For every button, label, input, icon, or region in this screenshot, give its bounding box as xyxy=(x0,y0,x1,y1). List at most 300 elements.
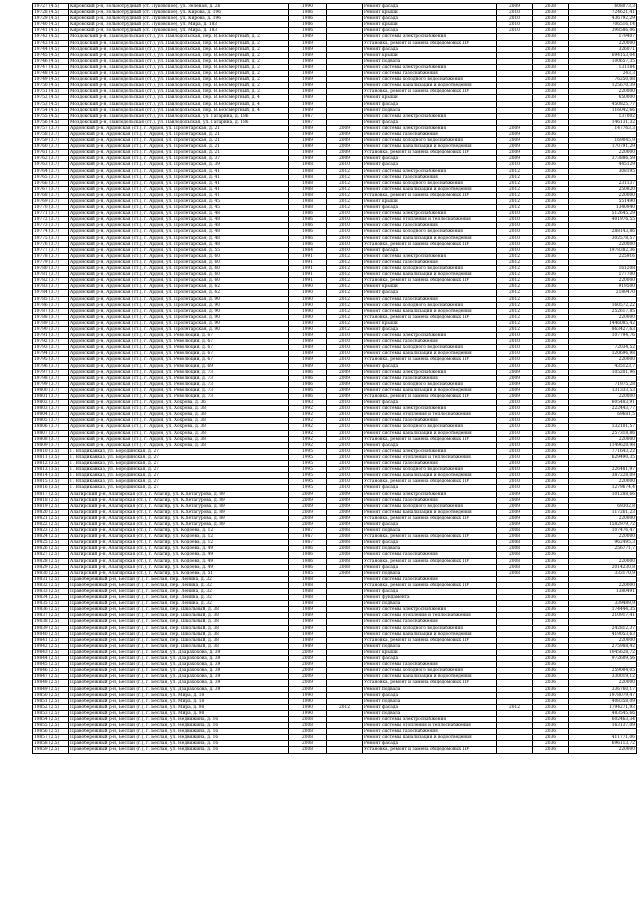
last-repair-year-cell: 2012 xyxy=(327,180,363,186)
planned-year-cell: 2010 xyxy=(497,22,533,28)
table-row xyxy=(33,747,637,753)
row-id-cell: 19841 (2.5) xyxy=(33,637,69,643)
cost-cell: 220000 xyxy=(569,582,637,588)
build-year-cell: 1987 xyxy=(289,534,327,540)
work-type-cell: Установка, ремонт и замена общедомовых ПУ xyxy=(363,558,497,564)
last-repair-year-cell: 2010 xyxy=(327,448,363,454)
work-type-cell: Установка, ремонт и замена общедомовых ПУ xyxy=(363,40,497,46)
work-type-cell: Установка, ремонт и замена общедомовых ПУ xyxy=(363,357,497,363)
planned-year-cell: 2012 xyxy=(497,180,533,186)
row-id-cell: 19822 (2.5) xyxy=(33,521,69,527)
work-type-cell: Ремонт системы электроснабжения xyxy=(363,448,497,454)
work-type-cell: Ремонт системы электроснабжения xyxy=(363,406,497,412)
row-id-cell: 19747 (4.5) xyxy=(33,64,69,70)
address-cell: Ардонский р-н, Ардонская (ст.), г. Ардон, ул. Пролетарская, д. 21 xyxy=(69,131,289,137)
cost-cell: 436792,29 xyxy=(569,16,637,22)
cost-cell: 169045,9 xyxy=(569,138,637,144)
cost-cell: 220000 xyxy=(569,558,637,564)
last-repair-year-cell: 2012 xyxy=(327,284,363,290)
cost-cell: 242812,37 xyxy=(569,625,637,631)
build-year-cell: 2009 xyxy=(289,491,327,497)
row-id-cell: 19858 (2.5) xyxy=(33,741,69,747)
work-type-cell: Ремонт системы отопления и теплоснабжения xyxy=(363,723,497,729)
address-cell: Ардонский р-н, Ардонская (ст.), г. Ардон, ул. Хохрова, д. 38 xyxy=(69,424,289,430)
deadline-year-cell: 2036 xyxy=(533,241,569,247)
work-type-cell: Ремонт фасада xyxy=(363,564,497,570)
address-cell: Алагирский р-н, Алагирская (ст.), г. Алагир, ул. Кодоева, д. 12 xyxy=(69,528,289,534)
planned-year-cell: 2012 xyxy=(497,253,533,259)
address-cell: Ардонский р-н, Ардонская (ст.), г. Ардон, ул. Пролетарская, д. 37 xyxy=(69,156,289,162)
row-id-cell: 19817 (2.5) xyxy=(33,491,69,497)
last-repair-year-cell: 2010 xyxy=(327,223,363,229)
last-repair-year-cell: 2012 xyxy=(327,253,363,259)
work-type-cell: Ремонт системы канализации и водоотведения xyxy=(363,387,497,393)
row-id-cell: 19845 (2.5) xyxy=(33,662,69,668)
address-cell: Ардонский р-н, Ардонская (ст.), г. Ардон, ул. Революции, д. 73 xyxy=(69,394,289,400)
cost-cell: 210917,41 xyxy=(569,613,637,619)
build-year-cell: 2009 xyxy=(289,497,327,503)
work-type-cell: Ремонт системы газоснабжения xyxy=(363,259,497,265)
address-cell: Моздокский р-н, Павлодольская (ст.), ул. Павлодольская, пер. В.Безсмертный, д. 2 xyxy=(69,34,289,40)
planned-year-cell: 2008 xyxy=(497,558,533,564)
address-cell: Правобережный р-н, Беслан (г.), г. Беслан, ул. Недвижина, д. 16 xyxy=(69,747,289,753)
planned-year-cell: 2009 xyxy=(497,156,533,162)
build-year-cell: 1992 xyxy=(289,436,327,442)
last-repair-year-cell: 2010 xyxy=(327,217,363,223)
row-id-cell: 19850 (2.5) xyxy=(33,692,69,698)
last-repair-year-cell: 2010 xyxy=(327,229,363,235)
deadline-year-cell: 2036 xyxy=(533,217,569,223)
address-cell: Ардонский р-н, Ардонская (ст.), г. Ардон, ул. Революции, д. 73 xyxy=(69,375,289,381)
cost-cell: 1446085,42 xyxy=(569,320,637,326)
deadline-year-cell: 2036 xyxy=(533,716,569,722)
row-id-cell: 19813 (3.5) xyxy=(33,467,69,473)
deadline-year-cell: 2038 xyxy=(533,58,569,64)
address-cell: Правобережный р-н, Беслан (г.), г. Беслан, ул. Недвижина, д. 16 xyxy=(69,741,289,747)
work-type-cell: Ремонт фасада xyxy=(363,162,497,168)
build-year-cell: 1995 xyxy=(289,485,327,491)
deadline-year-cell: 2038 xyxy=(533,28,569,34)
work-type-cell: Ремонт фасада xyxy=(363,28,497,34)
build-year-cell: 2009 xyxy=(289,662,327,668)
deadline-year-cell: 2038 xyxy=(533,77,569,83)
planned-year-cell: 2009 xyxy=(497,521,533,527)
deadline-year-cell: 2036 xyxy=(533,473,569,479)
address-cell: Ардонский р-н, Ардонская (ст.), г. Ардон, ул. Пролетарская, д. 62 xyxy=(69,290,289,296)
address-cell: Алагирский р-н, Алагирская (ст.), г. Алагир, ул. К.Хетагурова, д. 89 xyxy=(69,515,289,521)
work-type-cell: Ремонт системы канализации и водоотведения xyxy=(363,272,497,278)
deadline-year-cell: 2036 xyxy=(533,686,569,692)
planned-year-cell: 2012 xyxy=(497,296,533,302)
address-cell: Г. Владикавказ, ул. Бородинская, д. 27 xyxy=(69,473,289,479)
build-year-cell: 1989 xyxy=(289,613,327,619)
planned-year-cell: 2012 xyxy=(497,192,533,198)
deadline-year-cell: 2036 xyxy=(533,540,569,546)
row-id-cell: 19729 (4.5) xyxy=(33,16,69,22)
build-year-cell: 1995 xyxy=(289,467,327,473)
row-id-cell: 19816 (3.5) xyxy=(33,485,69,491)
deadline-year-cell: 2036 xyxy=(533,710,569,716)
row-id-cell: 19852 (2.5) xyxy=(33,704,69,710)
address-cell: Алагирский р-н, Алагирская (ст.), г. Алагир, ул. Кодоева, д. 49 xyxy=(69,558,289,564)
work-type-cell: Ремонт фасада xyxy=(363,156,497,162)
cost-cell: 225916 xyxy=(569,253,637,259)
work-type-cell: Установка, ремонт и замена общедомовых ПУ xyxy=(363,515,497,521)
deadline-year-cell: 2036 xyxy=(533,692,569,698)
deadline-year-cell: 2036 xyxy=(533,589,569,595)
row-id-cell: 19753 (4.5) xyxy=(33,101,69,107)
build-year-cell: 1988 xyxy=(289,180,327,186)
planned-year-cell: 2010 xyxy=(497,217,533,223)
deadline-year-cell: 2038 xyxy=(533,113,569,119)
deadline-year-cell: 2036 xyxy=(533,357,569,363)
row-id-cell: 19853 (2.5) xyxy=(33,710,69,716)
last-repair-year-cell: 2012 xyxy=(327,290,363,296)
address-cell: Правобережный р-н, Беслан (г.), г. Беслан, ул. Дзарахохова, д. 39 xyxy=(69,662,289,668)
deadline-year-cell: 2036 xyxy=(533,436,569,442)
row-id-cell: 19773 (3.7) xyxy=(33,223,69,229)
build-year-cell: 1986 xyxy=(289,564,327,570)
build-year-cell: 1989 xyxy=(289,77,327,83)
row-id-cell: 19829 (2.5) xyxy=(33,564,69,570)
cost-cell: 408358,09 xyxy=(569,698,637,704)
planned-year-cell: 2010 xyxy=(497,400,533,406)
cost-cell: 387228,09 xyxy=(569,473,637,479)
last-repair-year-cell: 2012 xyxy=(327,174,363,180)
build-year-cell: 1989 xyxy=(289,107,327,113)
deadline-year-cell: 2036 xyxy=(533,601,569,607)
planned-year-cell: 2010 xyxy=(497,479,533,485)
deadline-year-cell: 2036 xyxy=(533,485,569,491)
deadline-year-cell: 2036 xyxy=(533,394,569,400)
work-type-cell: Установка, ремонт и замена общедомовых ПУ xyxy=(363,747,497,753)
build-year-cell: 1993 xyxy=(289,400,327,406)
last-repair-year-cell: 2008 xyxy=(327,570,363,576)
planned-year-cell: 2010 xyxy=(497,235,533,241)
row-id-cell: 19767 (3.7) xyxy=(33,186,69,192)
deadline-year-cell: 2036 xyxy=(533,625,569,631)
work-type-cell: Ремонт фасада xyxy=(363,326,497,332)
work-type-cell: Ремонт системы холодного водоснабжения xyxy=(363,229,497,235)
cost-cell: 125670,39 xyxy=(569,83,637,89)
deadline-year-cell: 2036 xyxy=(533,643,569,649)
planned-year-cell: 2009 xyxy=(497,150,533,156)
planned-year-cell: 2012 xyxy=(497,284,533,290)
deadline-year-cell: 2036 xyxy=(533,253,569,259)
row-id-cell: 19774 (3.7) xyxy=(33,229,69,235)
work-type-cell: Установка, ремонт и замена общедомовых ПУ xyxy=(363,314,497,320)
address-cell: Ардонский р-н, Ардонская (ст.), г. Ардон, ул. Пролетарская, д. 48 xyxy=(69,211,289,217)
address-cell: Ардонский р-н, Ардонская (ст.), г. Ардон, ул. Пролетарская, д. 21 xyxy=(69,144,289,150)
row-id-cell: 19795 (3.7) xyxy=(33,357,69,363)
deadline-year-cell: 2036 xyxy=(533,192,569,198)
build-year-cell: 1986 xyxy=(289,16,327,22)
row-id-cell: 19760 (3.7) xyxy=(33,144,69,150)
cost-cell: 222443,77 xyxy=(569,406,637,412)
address-cell: Правобережный р-н, Беслан (г.), г. Беслан, ул. Дзарахохова, д. 39 xyxy=(69,649,289,655)
cost-cell: 339489,9 xyxy=(569,601,637,607)
work-type-cell: Установка, ремонт и замена общедомовых ПУ xyxy=(363,89,497,95)
deadline-year-cell: 2036 xyxy=(533,747,569,753)
address-cell: Алагирский р-н, Алагирская (ст.), г. Алагир, ул. Кодоева, д. 49 xyxy=(69,564,289,570)
build-year-cell: 1990 xyxy=(289,692,327,698)
deadline-year-cell: 2036 xyxy=(533,479,569,485)
planned-year-cell: 2010 xyxy=(497,16,533,22)
work-type-cell: Ремонт системы газоснабжения xyxy=(363,619,497,625)
last-repair-year-cell: 2012 xyxy=(327,326,363,332)
last-repair-year-cell: 2010 xyxy=(327,485,363,491)
address-cell: Правобережный р-н, Беслан (г.), г. Беслан, пер. Школьный, д. 38 xyxy=(69,637,289,643)
last-repair-year-cell: 2009 xyxy=(327,156,363,162)
work-type-cell: Установка, ремонт и замена общедомовых ПУ xyxy=(363,394,497,400)
deadline-year-cell: 2036 xyxy=(533,223,569,229)
work-type-cell: Ремонт фасада xyxy=(363,119,497,125)
address-cell: Правобережный р-н, Беслан (г.), г. Беслан, ул. Недвижина, д. 16 xyxy=(69,716,289,722)
build-year-cell: 2009 xyxy=(289,503,327,509)
build-year-cell: 1990 xyxy=(289,704,327,710)
cost-cell: 1978079,47 xyxy=(569,692,637,698)
last-repair-year-cell: 2010 xyxy=(327,461,363,467)
row-id-cell: 19804 (3.7) xyxy=(33,412,69,418)
work-type-cell: Ремонт системы газоснабжения xyxy=(363,497,497,503)
work-type-cell: Ремонт системы канализации и водоотведения xyxy=(363,430,497,436)
row-id-cell: 19770 (3.7) xyxy=(33,205,69,211)
cost-cell: 131333,53 xyxy=(569,387,637,393)
work-type-cell: Ремонт крыши xyxy=(363,52,497,58)
deadline-year-cell: 2036 xyxy=(533,674,569,680)
cost-cell: 450825,77 xyxy=(569,101,637,107)
build-year-cell: 1991 xyxy=(289,278,327,284)
cost-cell: 1380491 xyxy=(569,589,637,595)
work-type-cell: Ремонт системы электроснабжения xyxy=(363,491,497,497)
row-id-cell: 19740 (4.5) xyxy=(33,22,69,28)
cost-cell: 220000 xyxy=(569,89,637,95)
planned-year-cell: 2010 xyxy=(497,473,533,479)
build-year-cell: 1989 xyxy=(289,607,327,613)
row-id-cell: 19762 (3.7) xyxy=(33,156,69,162)
address-cell: Алагирский р-н, Алагирская (ст.), г. Алагир, ул. Кодоева, д. 49 xyxy=(69,546,289,552)
address-cell: Моздокский р-н, Павлодольская (ст.), ул. Павлодольская, пер. В.Безсмертный, д. 2 xyxy=(69,40,289,46)
deadline-year-cell: 2036 xyxy=(533,174,569,180)
build-year-cell: 1990 xyxy=(289,314,327,320)
work-type-cell: Ремонт фасада xyxy=(363,589,497,595)
row-id-cell: 19746 (4.5) xyxy=(33,58,69,64)
address-cell: Правобережный р-н, Беслан (г.), г. Беслан, ул. Мира, д. 98 xyxy=(69,704,289,710)
work-type-cell: Ремонт системы газоснабжения xyxy=(363,71,497,77)
work-type-cell: Ремонт крыши xyxy=(363,95,497,101)
cost-cell: 326071 xyxy=(569,46,637,52)
cost-cell: 252617,85 xyxy=(569,308,637,314)
address-cell: Г. Владикавказ, ул. Бородинская, д. 27 xyxy=(69,485,289,491)
deadline-year-cell: 2036 xyxy=(533,637,569,643)
work-type-cell: Ремонт фасада xyxy=(363,521,497,527)
deadline-year-cell: 2036 xyxy=(533,741,569,747)
address-cell: Кировский р-н, Зольнотрудный (ст. Луковское), ул. Кирова, д. 196 xyxy=(69,16,289,22)
deadline-year-cell: 2038 xyxy=(533,119,569,125)
last-repair-year-cell: 2010 xyxy=(327,357,363,363)
row-id-cell: 19798 (3.7) xyxy=(33,375,69,381)
planned-year-cell: 2009 xyxy=(497,394,533,400)
row-id-cell: 19758 (3.7) xyxy=(33,131,69,137)
build-year-cell: 1986 xyxy=(289,28,327,34)
row-id-cell: 19802 (3.7) xyxy=(33,400,69,406)
row-id-cell: 19751 (4.5) xyxy=(33,89,69,95)
build-year-cell: 1986 xyxy=(289,223,327,229)
deadline-year-cell: 2036 xyxy=(533,497,569,503)
deadline-year-cell: 2036 xyxy=(533,235,569,241)
row-id-cell: 19803 (3.7) xyxy=(33,406,69,412)
cost-cell: 398586,06 xyxy=(569,28,637,34)
planned-year-cell: 2009 xyxy=(497,375,533,381)
row-id-cell: 19783 (3.7) xyxy=(33,284,69,290)
row-id-cell: 19825 (2.5) xyxy=(33,540,69,546)
row-id-cell: 19856 (2.5) xyxy=(33,729,69,735)
work-type-cell: Ремонт подвала xyxy=(363,58,497,64)
deadline-year-cell: 2036 xyxy=(533,162,569,168)
build-year-cell: 1986 xyxy=(289,229,327,235)
build-year-cell: 1991 xyxy=(289,266,327,272)
address-cell: Правобережный р-н, Беслан (г.), г. Беслан, пер. Ленина, д. 32 xyxy=(69,582,289,588)
row-id-cell: 19818 (2.5) xyxy=(33,497,69,503)
build-year-cell: 1991 xyxy=(289,259,327,265)
last-repair-year-cell: 2009 xyxy=(327,381,363,387)
last-repair-year-cell: 2008 xyxy=(327,558,363,564)
last-repair-year-cell: 2010 xyxy=(327,241,363,247)
cost-cell: 602463,34 xyxy=(569,716,637,722)
work-type-cell: Ремонт фасада xyxy=(363,101,497,107)
planned-year-cell: 2009 xyxy=(497,503,533,509)
deadline-year-cell: 2038 xyxy=(533,107,569,113)
row-id-cell: 19771 (3.7) xyxy=(33,211,69,217)
build-year-cell: 1987 xyxy=(289,540,327,546)
build-year-cell: 1986 xyxy=(289,552,327,558)
last-repair-year-cell: 2012 xyxy=(327,192,363,198)
row-id-cell: 19794 (3.7) xyxy=(33,351,69,357)
planned-year-cell: 2010 xyxy=(497,339,533,345)
address-cell: Моздокский р-н, Павлодольская (ст.), ул. Павлодольская, пер. В.Безсмертный, д. 2 xyxy=(69,71,289,77)
cost-cell: 696113,72 xyxy=(569,741,637,747)
build-year-cell: 1992 xyxy=(289,424,327,430)
work-type-cell: Ремонт системы газоснабжения xyxy=(363,296,497,302)
row-id-cell: 19810 (3.5) xyxy=(33,448,69,454)
deadline-year-cell: 2036 xyxy=(533,595,569,601)
deadline-year-cell: 2038 xyxy=(533,89,569,95)
build-year-cell: 1989 xyxy=(289,46,327,52)
row-id-cell: 19787 (3.7) xyxy=(33,308,69,314)
address-cell: Правобережный р-н, Беслан (г.), г. Беслан, ул. Дзарахохова, д. 39 xyxy=(69,680,289,686)
build-year-cell: 2009 xyxy=(289,668,327,674)
build-year-cell: 1990 xyxy=(289,326,327,332)
deadline-year-cell: 2036 xyxy=(533,351,569,357)
deadline-year-cell: 2036 xyxy=(533,662,569,668)
last-repair-year-cell: 2010 xyxy=(327,430,363,436)
cost-cell: 972609,56 xyxy=(569,656,637,662)
deadline-year-cell: 2036 xyxy=(533,491,569,497)
address-cell: Алагирский р-н, Алагирская (ст.), г. Алагир, ул. Кодоева, д. 12 xyxy=(69,540,289,546)
build-year-cell: 1986 xyxy=(289,558,327,564)
build-year-cell: 1989 xyxy=(289,144,327,150)
planned-year-cell: 2010 xyxy=(497,162,533,168)
deadline-year-cell: 2036 xyxy=(533,186,569,192)
cost-cell: 1045628,72 xyxy=(569,649,637,655)
work-type-cell: Ремонт подвала xyxy=(363,686,497,692)
last-repair-year-cell: 2009 xyxy=(327,394,363,400)
work-type-cell: Ремонт фасада xyxy=(363,247,497,253)
planned-year-cell: 2010 xyxy=(497,357,533,363)
deadline-year-cell: 2036 xyxy=(533,278,569,284)
address-cell: Ардонский р-н, Ардонская (ст.), г. Ардон, ул. Хохрова, д. 36 xyxy=(69,400,289,406)
deadline-year-cell: 2036 xyxy=(533,363,569,369)
work-type-cell: Ремонт системы электроснабжения xyxy=(363,716,497,722)
row-id-cell: 19768 (3.7) xyxy=(33,192,69,198)
cost-cell: 512645,29 xyxy=(569,211,637,217)
cost-cell: 107794,76 xyxy=(569,333,637,339)
last-repair-year-cell: 2010 xyxy=(327,345,363,351)
row-id-cell: 19806 (3.7) xyxy=(33,424,69,430)
row-id-cell: 19784 (3.7) xyxy=(33,290,69,296)
build-year-cell: 1989 xyxy=(289,131,327,137)
work-type-cell: Ремонт системы канализации и водоотведения xyxy=(363,308,497,314)
deadline-year-cell: 2036 xyxy=(533,387,569,393)
deadline-year-cell: 2036 xyxy=(533,211,569,217)
deadline-year-cell: 2038 xyxy=(533,64,569,70)
cost-cell: 1149628,98 xyxy=(569,442,637,448)
work-type-cell: Ремонт подвала xyxy=(363,710,497,716)
deadline-year-cell: 2038 xyxy=(533,101,569,107)
row-id-cell: 19800 (3.7) xyxy=(33,387,69,393)
row-id-cell: 19797 (3.7) xyxy=(33,369,69,375)
address-cell: Ардонский р-н, Ардонская (ст.), г. Ардон, ул. Революции, д. 69 xyxy=(69,363,289,369)
build-year-cell: 1990 xyxy=(289,296,327,302)
address-cell: Алагирский р-н, Алагирская (ст.), г. Алагир, ул. К.Хетагурова, д. 89 xyxy=(69,497,289,503)
build-year-cell: 1989 xyxy=(289,643,327,649)
work-type-cell: Ремонт системы канализации и водоотведения xyxy=(363,186,497,192)
deadline-year-cell: 2038 xyxy=(533,16,569,22)
row-id-cell: 19833 (2.5) xyxy=(33,589,69,595)
work-type-cell: Ремонт системы канализации и водоотведения xyxy=(363,473,497,479)
work-type-cell: Ремонт фасада xyxy=(363,540,497,546)
cost-cell: 411771,06 xyxy=(569,735,637,741)
cost-cell: 69681,5 xyxy=(569,412,637,418)
work-type-cell: Ремонт системы электроснабжения xyxy=(363,607,497,613)
planned-year-cell: 2010 xyxy=(497,448,533,454)
work-type-cell: Ремонт системы канализации и водоотведения xyxy=(363,235,497,241)
last-repair-year-cell: 2009 xyxy=(327,491,363,497)
address-cell: Ардонский р-н, Ардонская (ст.), г. Ардон, ул. Хохрова, д. 38 xyxy=(69,442,289,448)
build-year-cell: 2009 xyxy=(289,674,327,680)
work-type-cell: Ремонт системы отопления и теплоснабжения xyxy=(363,217,497,223)
row-id-cell: 19830 (2.5) xyxy=(33,570,69,576)
row-id-cell: 19754 (4.5) xyxy=(33,107,69,113)
work-type-cell: Ремонт системы холодного водоснабжения xyxy=(363,302,497,308)
cost-cell: 120696,98 xyxy=(569,351,637,357)
cost-cell: 220000 xyxy=(569,278,637,284)
work-type-cell: Ремонт фундамента xyxy=(363,595,497,601)
address-cell: Моздокский р-н, Павлодольская (ст.), ул. Павлодольская, пер. В.Безсмертный, д. 2 xyxy=(69,64,289,70)
cost-cell: 179407 xyxy=(569,34,637,40)
planned-year-cell: 2012 xyxy=(497,320,533,326)
work-type-cell: Установка, ремонт и замена общедомовых ПУ xyxy=(363,278,497,284)
deadline-year-cell: 2036 xyxy=(533,631,569,637)
last-repair-year-cell: 2008 xyxy=(327,540,363,546)
work-type-cell: Ремонт системы электроснабжения xyxy=(363,168,497,174)
address-cell: Ардонский р-н, Ардонская (ст.), г. Ардон, ул. Революции, д. 73 xyxy=(69,369,289,375)
build-year-cell: 1988 xyxy=(289,199,327,205)
last-repair-year-cell: 2010 xyxy=(327,424,363,430)
build-year-cell: 2009 xyxy=(289,521,327,527)
last-repair-year-cell: 2008 xyxy=(327,534,363,540)
address-cell: Ардонский р-н, Ардонская (ст.), г. Ардон, ул. Пролетарская, д. 60 xyxy=(69,266,289,272)
